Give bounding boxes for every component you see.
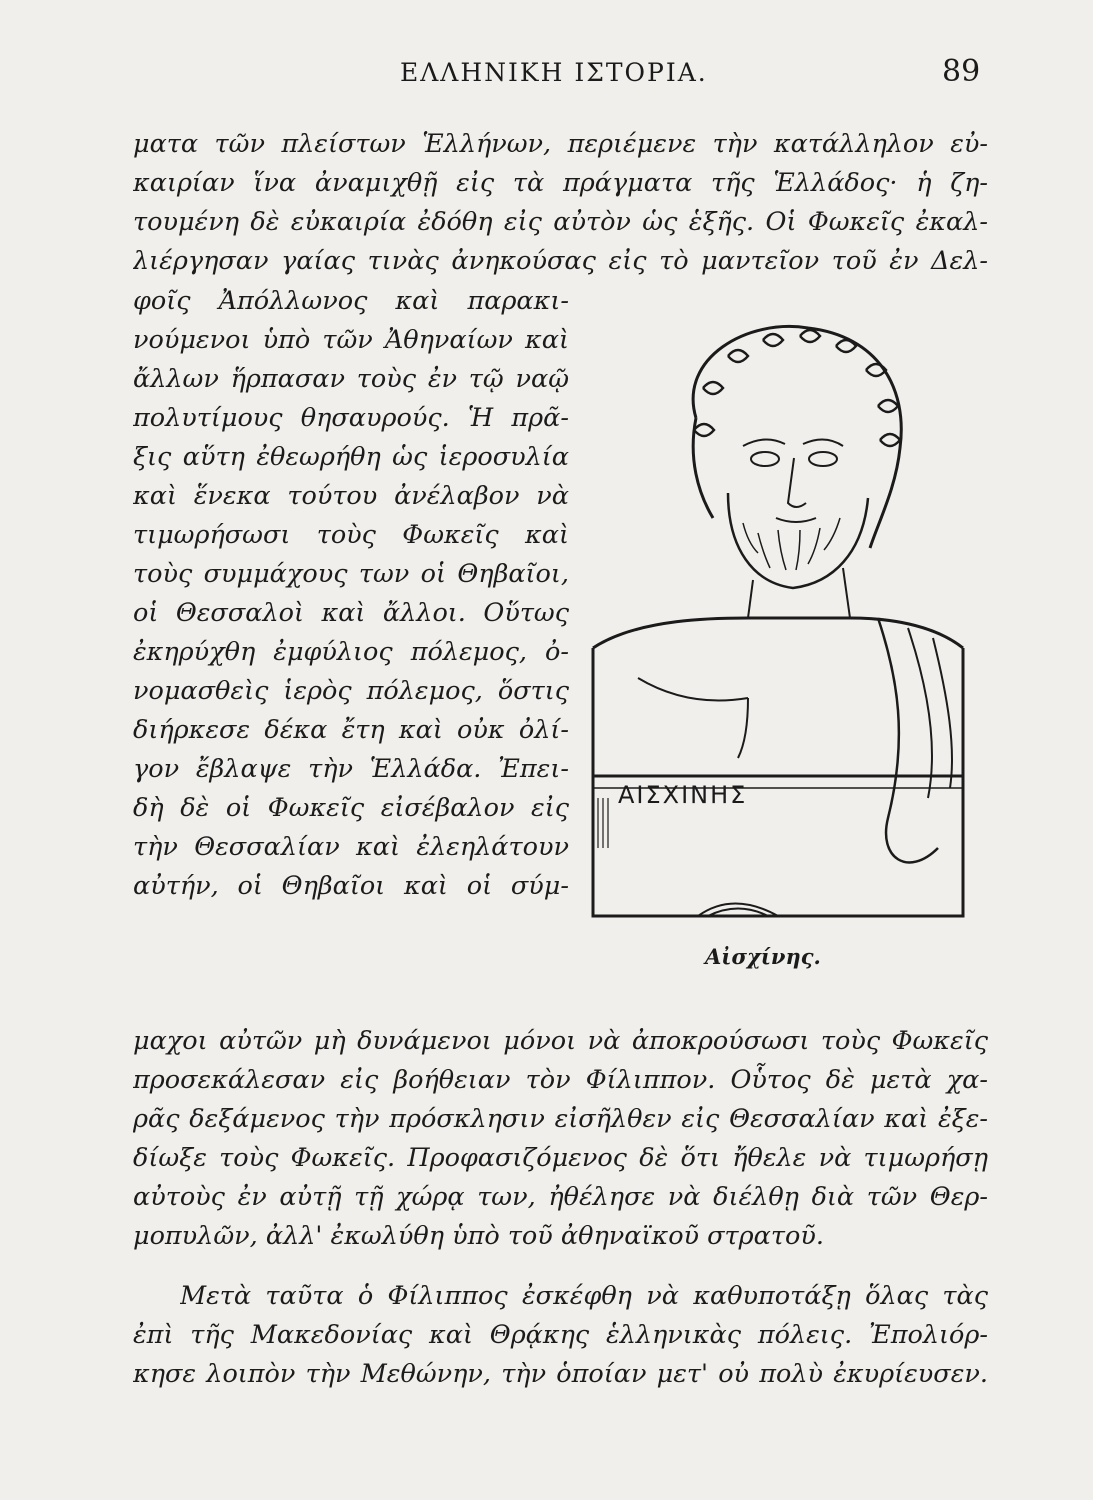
text-line: ξις αὕτη ἐθεωρήθη ὡς ἱεροσυλία [133, 442, 569, 472]
text-line: ἐκηρύχθη ἐμφύλιος πόλεμος, ὀ- [133, 637, 569, 667]
text-line: τὴν Θεσσαλίαν καὶ ἐλεηλάτουν [133, 832, 569, 862]
text-line: τοὺς συμμάχους των οἱ Θηβαῖοι, [133, 559, 569, 589]
running-head: ΕΛΛΗΝΙΚΗ ΙΣΤΟΡΙΑ. [400, 58, 708, 87]
text-line: ἄλλων ἥρπασαν τοὺς ἐν τῷ ναῷ [133, 364, 569, 394]
text-line: νομασθεὶς ἱερὸς πόλεμος, ὅστις [133, 676, 569, 706]
text-line: δὴ δὲ οἱ Φωκεῖς εἰσέβαλον εἰς [133, 793, 569, 823]
bust-of-aeschines-icon [578, 318, 973, 928]
text-line: ματα τῶν πλείστων Ἑλλήνων, περιέμενε τὴν κατάλληλον εὐ- [133, 129, 988, 159]
page-number: 89 [942, 54, 981, 89]
text-line: καιρίαν ἵνα ἀναμιχθῇ εἰς τὰ πράγματα τῆς Ἑλλάδος· ἡ ζη- [133, 168, 988, 198]
text-line: προσεκάλεσαν εἰς βοήθειαν τὸν Φίλιππον. Οὗτος δὲ μετὰ χα- [133, 1065, 988, 1095]
text-line: διήρκεσε δέκα ἔτη καὶ οὐκ ὀλί- [133, 715, 569, 745]
bust-inscription: ΑΙΣΧΙΝΗΣ [618, 781, 748, 809]
bust-figure [578, 318, 973, 928]
text-line: τιμωρήσωσι τοὺς Φωκεῖς καὶ [133, 520, 569, 550]
text-line: νούμενοι ὑπὸ τῶν Ἀθηναίων καὶ [133, 325, 569, 355]
figure-caption: Αἰσχίνης. [705, 944, 821, 969]
text-line: αὐτοὺς ἐν αὐτῇ τῇ χώρᾳ των, ἠθέλησε νὰ διέλθῃ διὰ τῶν Θερ- [133, 1182, 988, 1212]
text-line: τουμένη δὲ εὐκαιρία ἐδόθη εἰς αὐτὸν ὡς ἑξῆς. Οἱ Φωκεῖς ἐκαλ- [133, 207, 988, 237]
text-line: ἐπὶ τῆς Μακεδονίας καὶ Θρᾴκης ἑλληνικὰς πόλεις. Ἐπολιόρ- [133, 1320, 988, 1350]
text-line: μαχοι αὐτῶν μὴ δυνάμενοι μόνοι νὰ ἀποκρούσωσι τοὺς Φωκεῖς [133, 1026, 988, 1056]
text-line: ρᾶς δεξάμενος τὴν πρόσκλησιν εἰσῆλθεν εἰς Θεσσαλίαν καὶ ἐξε- [133, 1104, 988, 1134]
text-line: Μετὰ ταῦτα ὁ Φίλιππος ἐσκέφθη νὰ καθυποτάξῃ ὅλας τὰς [180, 1281, 988, 1311]
text-line: μοπυλῶν, ἀλλ' ἐκωλύθη ὑπὸ τοῦ ἀθηναϊκοῦ στρατοῦ. [133, 1221, 824, 1251]
text-line: πολυτίμους θησαυρούς. Ἡ πρᾶ- [133, 403, 569, 433]
text-line: φοῖς Ἀπόλλωνος καὶ παρακι- [133, 286, 569, 316]
text-line: γον ἔβλαψε τὴν Ἑλλάδα. Ἐπει- [133, 754, 569, 784]
text-line: δίωξε τοὺς Φωκεῖς. Προφασιζόμενος δὲ ὅτι ἤθελε νὰ τιμωρήσῃ [133, 1143, 988, 1173]
text-line: κησε λοιπὸν τὴν Μεθώνην, τὴν ὁποίαν μετ' οὐ πολὺ ἐκυρίευσεν. [133, 1359, 988, 1389]
text-line: αὐτήν, οἱ Θηβαῖοι καὶ οἱ σύμ- [133, 871, 569, 901]
text-line: λιέργησαν γαίας τινὰς ἀνηκούσας εἰς τὸ μαντεῖον τοῦ ἐν Δελ- [133, 246, 988, 276]
text-line: οἱ Θεσσαλοὶ καὶ ἄλλοι. Οὕτως [133, 598, 569, 628]
text-line: καὶ ἕνεκα τούτου ἀνέλαβον νὰ [133, 481, 569, 511]
